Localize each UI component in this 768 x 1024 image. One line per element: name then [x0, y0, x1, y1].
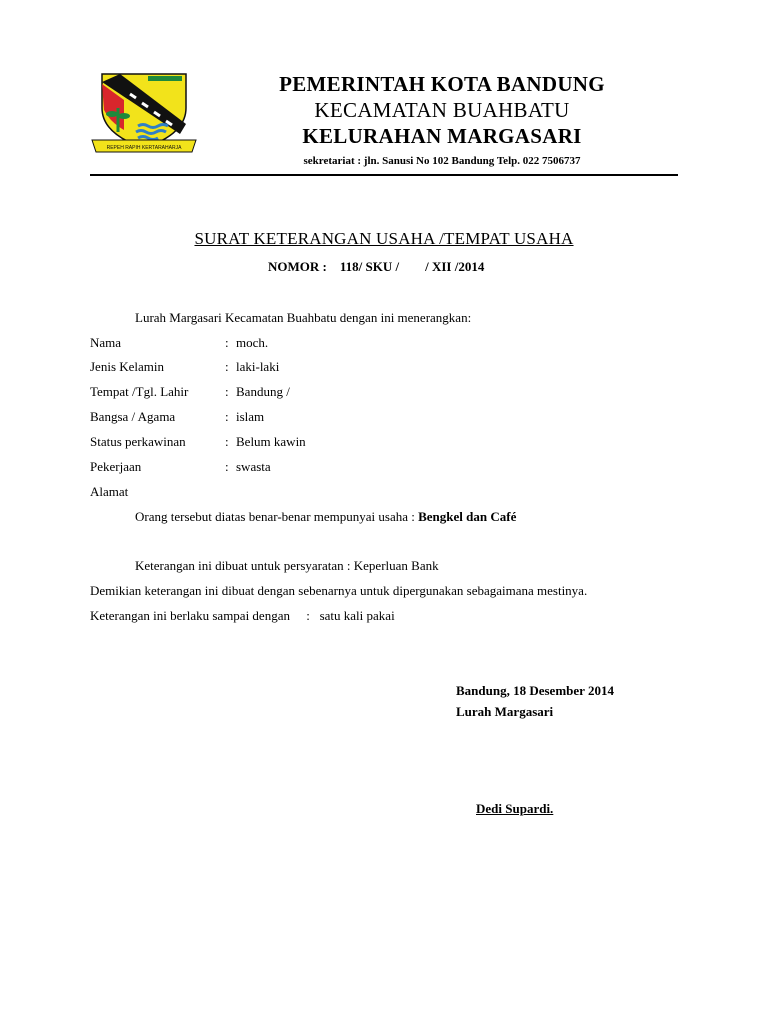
business-name: Bengkel dan Café	[418, 509, 517, 524]
field-value-bangsa-agama: islam	[236, 409, 265, 424]
field-label-tempat-tgl-lahir: Tempat /Tgl. Lahir	[90, 384, 189, 399]
field-colon: :	[225, 384, 229, 399]
field-label-bangsa-agama: Bangsa / Agama	[90, 409, 176, 424]
field-colon: :	[225, 459, 229, 474]
field-value-pekerjaan: swasta	[236, 459, 271, 474]
purpose-statement: Keterangan ini dibuat untuk persyaratan : Keperluan Bank	[135, 558, 439, 573]
city-emblem-icon	[90, 68, 198, 156]
field-label-alamat: Alamat	[90, 484, 129, 499]
field-label-nama: Nama	[90, 335, 122, 350]
field-value-nama: moch.	[236, 335, 269, 350]
district-name: KECAMATAN BUAHBATU	[314, 98, 570, 122]
subdistrict-name: KELURAHAN MARGASARI	[302, 124, 582, 148]
business-statement-prefix: Orang tersebut diatas benar-benar mempunyai usaha :	[135, 509, 419, 524]
field-value-jenis-kelamin: laki-laki	[236, 359, 280, 374]
field-label-status-perkawinan: Status perkawinan	[90, 434, 186, 449]
field-colon: :	[225, 335, 229, 350]
field-colon: :	[225, 434, 229, 449]
field-label-jenis-kelamin: Jenis Kelamin	[90, 359, 165, 374]
field-colon: :	[225, 359, 229, 374]
signatory-name: Dedi Supardi.	[476, 801, 554, 816]
document-title	[90, 229, 678, 249]
business-statement	[135, 509, 516, 525]
field-label-pekerjaan: Pekerjaan	[90, 459, 142, 474]
field-value-status-perkawinan: Belum kawin	[236, 434, 306, 449]
document-title-text: SURAT KETERANGAN USAHA /TEMPAT USAHA	[194, 229, 574, 248]
signature-date: Bandung, 18 Desember 2014	[456, 683, 614, 698]
svg-text:REPEH RAPIH KERTARAHARJA: REPEH RAPIH KERTARAHARJA	[106, 145, 182, 151]
closing-statement: Demikian keterangan ini dibuat dengan sebenarnya untuk dipergunakan sebagaimana mestinya.	[90, 583, 588, 598]
letterhead-divider	[90, 174, 678, 176]
intro-paragraph: Lurah Margasari Kecamatan Buahbatu dengan ini menerangkan:	[135, 310, 472, 325]
government-name: PEMERINTAH KOTA BANDUNG	[279, 72, 605, 96]
document-number: NOMOR : 118/ SKU / / XII /2014	[268, 259, 485, 274]
validity-statement: Keterangan ini berlaku sampai dengan : satu kali pakai	[90, 608, 395, 623]
signature-role: Lurah Margasari	[456, 704, 554, 719]
field-colon: :	[225, 409, 229, 424]
secretariat-address: sekretariat : jln. Sanusi No 102 Bandung Telp. 022 7506737	[303, 155, 581, 167]
field-value-tempat-tgl-lahir: Bandung /	[236, 384, 290, 399]
